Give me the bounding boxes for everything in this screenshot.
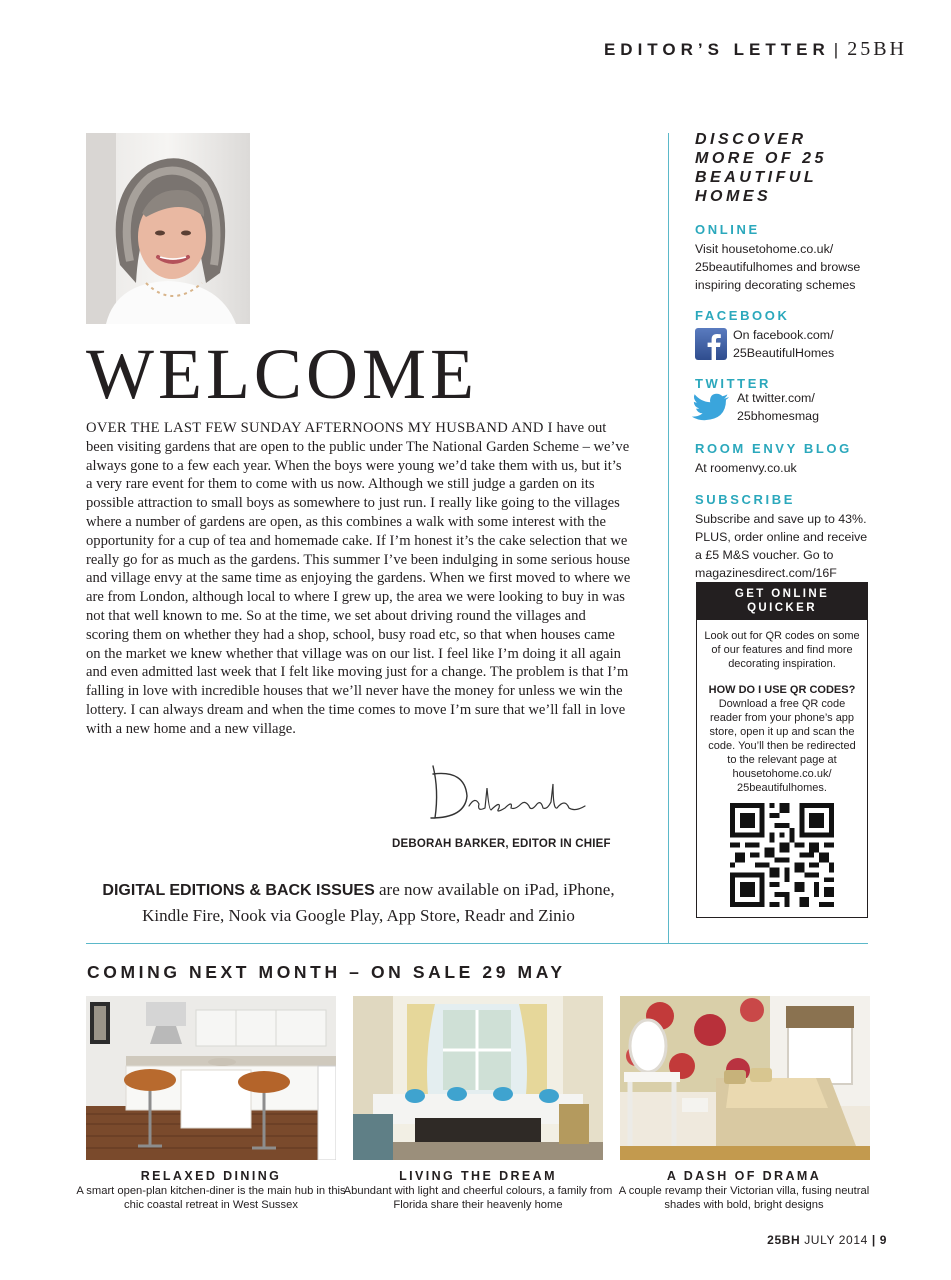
column-divider	[668, 133, 669, 944]
living-room-photo	[353, 996, 603, 1160]
qr-intro: Look out for QR codes on some of our features and find more decorating inspiration.	[704, 630, 860, 670]
footer-separator: |	[871, 1233, 876, 1247]
preview-image-bedroom[interactable]	[620, 996, 870, 1160]
qr-code-icon[interactable]	[730, 803, 834, 907]
blog-heading: ROOM ENVY BLOG	[695, 441, 852, 456]
preview-title: LIVING THE DREAM	[399, 1169, 557, 1183]
preview-caption-2	[343, 1168, 613, 1212]
page-number: 9	[875, 1233, 887, 1247]
preview-image-kitchen[interactable]	[86, 996, 336, 1160]
twitter-text[interactable]: At twitter.com/ 25bhomesmag	[737, 391, 819, 423]
preview-title: RELAXED DINING	[140, 1169, 282, 1183]
page-footer	[767, 1233, 887, 1247]
page-title: WELCOME	[86, 334, 478, 414]
digital-editions-label: DIGITAL EDITIONS & BACK ISSUES	[102, 882, 375, 899]
handwritten-signature	[425, 760, 595, 830]
twitter-row[interactable]	[695, 389, 875, 425]
qr-info-box	[696, 582, 868, 918]
editor-letter-body	[86, 419, 631, 739]
digital-editions-note	[86, 877, 631, 928]
facebook-icon[interactable]	[695, 328, 727, 360]
section-label: EDITOR’S LETTER	[603, 40, 830, 59]
preview-desc: Abundant with light and cheerful colours, a family from Florida share their heavenly home	[343, 1185, 613, 1211]
subscribe-text: Subscribe and save up to 43%. PLUS, order online and receive a £5 M&S voucher. Go to magazinesdirect.com/16F	[695, 512, 868, 580]
preview-desc: A couple revamp their Victorian villa, fusing neutral shades with bold, bright designs	[618, 1185, 870, 1211]
qr-box-title: GET ONLINE QUICKER	[697, 583, 867, 620]
qr-answer: Download a free QR code reader from your phone’s app store, open it up and scan the code. You’ll then be redirected to the relevant page at housetohome.co.uk/ 25beautifulhomes.	[708, 698, 856, 794]
sidebar	[695, 130, 875, 582]
footer-brand: 25BH	[767, 1233, 801, 1247]
subscribe-heading: SUBSCRIBE	[695, 492, 795, 507]
header-separator: |	[833, 40, 844, 59]
editor-portrait-image	[86, 133, 250, 324]
preview-desc: A smart open-plan kitchen-diner is the main hub in this chic coastal retreat in West Sussex	[76, 1185, 346, 1211]
section-header	[604, 38, 907, 61]
online-text: Visit housetohome.co.uk/ 25beautifulhomes and browse inspiring decorating schemes	[695, 242, 861, 292]
header-brand: 25BH	[847, 38, 907, 60]
lead-in: OVER THE LAST FEW SUNDAY AFTERNOONS MY HUSBAND AND I	[86, 420, 553, 436]
section-divider	[86, 943, 868, 944]
twitter-icon[interactable]	[691, 391, 731, 423]
qr-question: HOW DO I USE QR CODES?	[708, 684, 856, 696]
preview-caption-1	[76, 1168, 346, 1212]
preview-title: A DASH OF DRAMA	[666, 1169, 822, 1183]
coming-next-heading: COMING NEXT MONTH – ON SALE 29 MAY	[87, 962, 566, 982]
preview-caption-3	[609, 1168, 879, 1212]
facebook-text[interactable]: On facebook.com/ 25BeautifulHomes	[733, 328, 835, 360]
blog-text[interactable]: At roomenvy.co.uk	[695, 461, 797, 475]
signature-name: DEBORAH BARKER, EDITOR IN CHIEF	[392, 838, 611, 850]
sidebar-title: DISCOVER MORE OF 25 BEAUTIFUL HOMES	[695, 131, 827, 205]
twitter-heading: TWITTER	[695, 376, 771, 391]
kitchen-photo	[86, 996, 336, 1160]
footer-date: JULY 2014	[800, 1233, 872, 1247]
facebook-row[interactable]	[695, 326, 875, 362]
facebook-heading: FACEBOOK	[695, 308, 790, 323]
editor-portrait	[86, 133, 250, 324]
letter-text: have out been visiting gardens that are open to the public under The National Garden Scheme – we’ve always gone to a few each year. When the boys were young we’d take them with us, but it’s a very rare event for them to come with us now. Although we still judge a garden on its possible attraction to small boys as somewhere to just run. I really like going to the villages where a number of gardens are open, as this combines a walk with some interest with the opportunity for a cup of tea and homemade cake. If I’m honest it’s the cake selection that we really go for as much as the gardens. This summer I’ve been indulging in some serious house and village envy at the same time as enjoying the gardens. When we first moved to where we are from London, although local to where I grew up, the area we were looking to buy in was not that well known to me. So at the time, we set about driving round the villages and scoring them on whether they had a shop, school, busy road etc, so that when houses came on the market we knew whether that village was on our list. I feel like I’m doing it all again and even admitted last week that I felt like moving just for a change. The problem is that I’m falling in love with incredible houses that we’ll never have the money for unless we win the lottery. I can always dream and when the time comes to move I’m sure that we’ll fall in love with a new home and a new village.	[86, 420, 631, 737]
preview-image-living-room[interactable]	[353, 996, 603, 1160]
bedroom-photo	[620, 996, 870, 1160]
online-heading: ONLINE	[695, 222, 760, 237]
digital-editions-text: are now available on iPad, iPhone, Kindle Fire, Nook via Google Play, App Store, Readr and Zinio	[142, 880, 615, 925]
